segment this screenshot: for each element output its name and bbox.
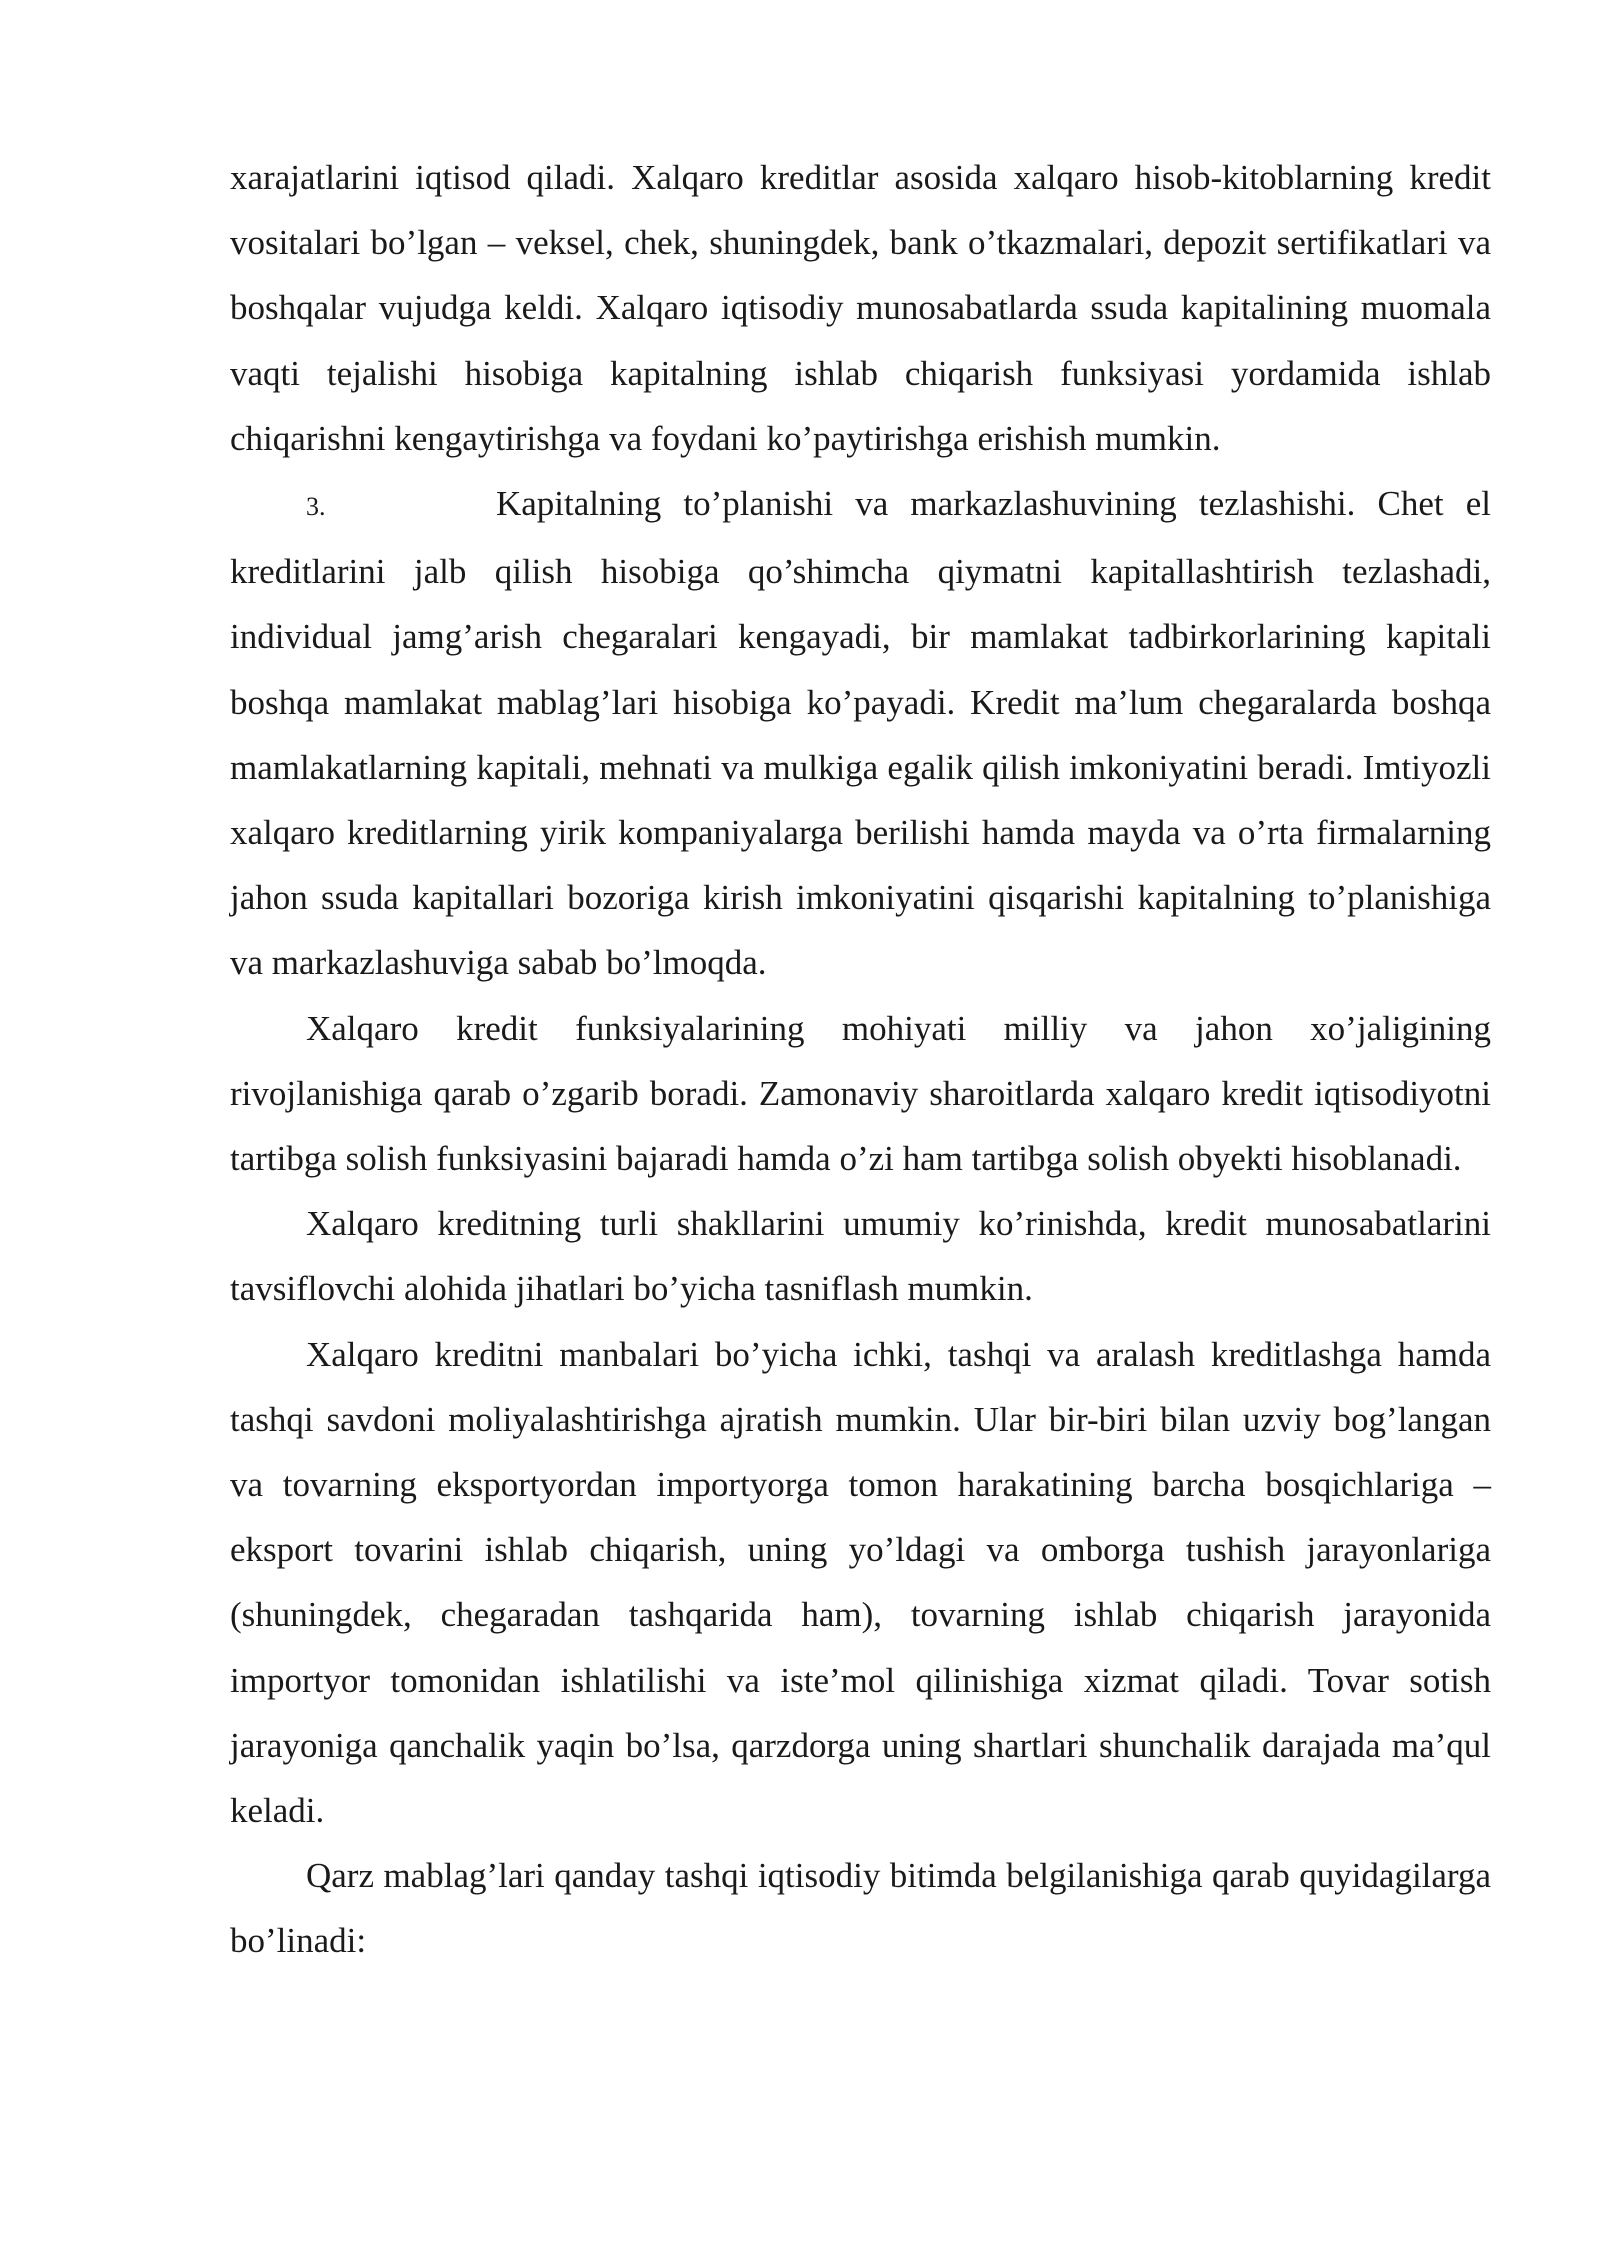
paragraph-loan-types: Qarz mablag’lari qanday tashqi iqtisodiy bitimda belgilanishiga qarab quyidagilarga bo’linadi: bbox=[230, 1856, 1491, 1961]
document-page bbox=[230, 145, 1491, 1974]
paragraph-credit-forms: Xalqaro kreditning turli shakllarini umumiy ko’rinishda, kredit munosabatlarini tavsiflovchi alohida jihatlari bo’yicha tasniflash mumkin. bbox=[230, 1204, 1491, 1309]
paragraph-credit-functions: Xalqaro kredit funksiyalarining mohiyati milliy va jahon xo’jaligining rivojlanishiga qarab o’zgarib boradi. Zamonaviy sharoitlarda xalqaro kredit iqtisodiyotni tartibga solish funksiyasini bajaradi hamda o’zi ham tartibga solish obyekti hisoblanadi. bbox=[230, 1008, 1491, 1179]
numbered-item-3 bbox=[230, 471, 1491, 996]
paragraph-credit-sources: Xalqaro kreditni manbalari bo’yicha ichki, tashqi va aralash kreditlashga hamda tashqi savdoni moliyalashtirishga ajratish mumkin. Ular bir-biri bilan uzviy bog’langan va tovarning eksportyordan importyorga tomon harakatining barcha bosqichlariga – eksport tovarini ishlab chiqarish, uning yo’ldagi va omborga tushish jarayonlariga (shuningdek, chegaradan tashqarida ham), tovarning ishlab chiqarish jarayonida importyor tomonidan ishlatilishi va iste’mol qilinishiga xizmat qiladi. Tovar sotish jarayoniga qanchalik yaqin bo’lsa, qarzdorga uning shartlari shunchalik darajada ma’qul keladi. bbox=[230, 1334, 1491, 1831]
list-number: 3. bbox=[306, 492, 326, 522]
paragraph-continuation: xarajatlarini iqtisod qiladi. Xalqaro kreditlar asosida xalqaro hisob-kitoblarning kredit vositalari bo’lgan – veksel, chek, shuningdek, bank o’tkazmalari, depozit sertifikatlari va boshqalar vujudga keldi. Xalqaro iqtisodiy munosabatlarda ssuda kapitalining muomala vaqti tejalishi hisobiga kapitalning ishlab chiqarish funksiyasi yordamida ishlab chiqarishni kengaytirishga va foydani ko’paytirishga erishish mumkin. bbox=[230, 158, 1491, 458]
numbered-item-text: Kapitalning to’planishi va markazlashuvining tezlashishi. Chet el kreditlarini jalb qilish hisobiga qo’shimcha qiymatni kapitallashtirish tezlashadi, individual jamg’arish chegaralari kengayadi, bir mamlakat tadbirkorlarining kapitali boshqa mamlakat mablag’lari hisobiga ko’payadi. Kredit ma’lum chegaralarda boshqa mamlakatlarning kapitali, mehnati va mulkiga egalik qilish imkoniyatini beradi. Imtiyozli xalqaro kreditlarning yirik kompaniyalarga berilishi hamda mayda va o’rta firmalarning jahon ssuda kapitallari bozoriga kirish imkoniyatini qisqarishi kapitalning to’planishiga va markazlashuviga sabab bo’lmoqda. bbox=[230, 484, 1491, 983]
